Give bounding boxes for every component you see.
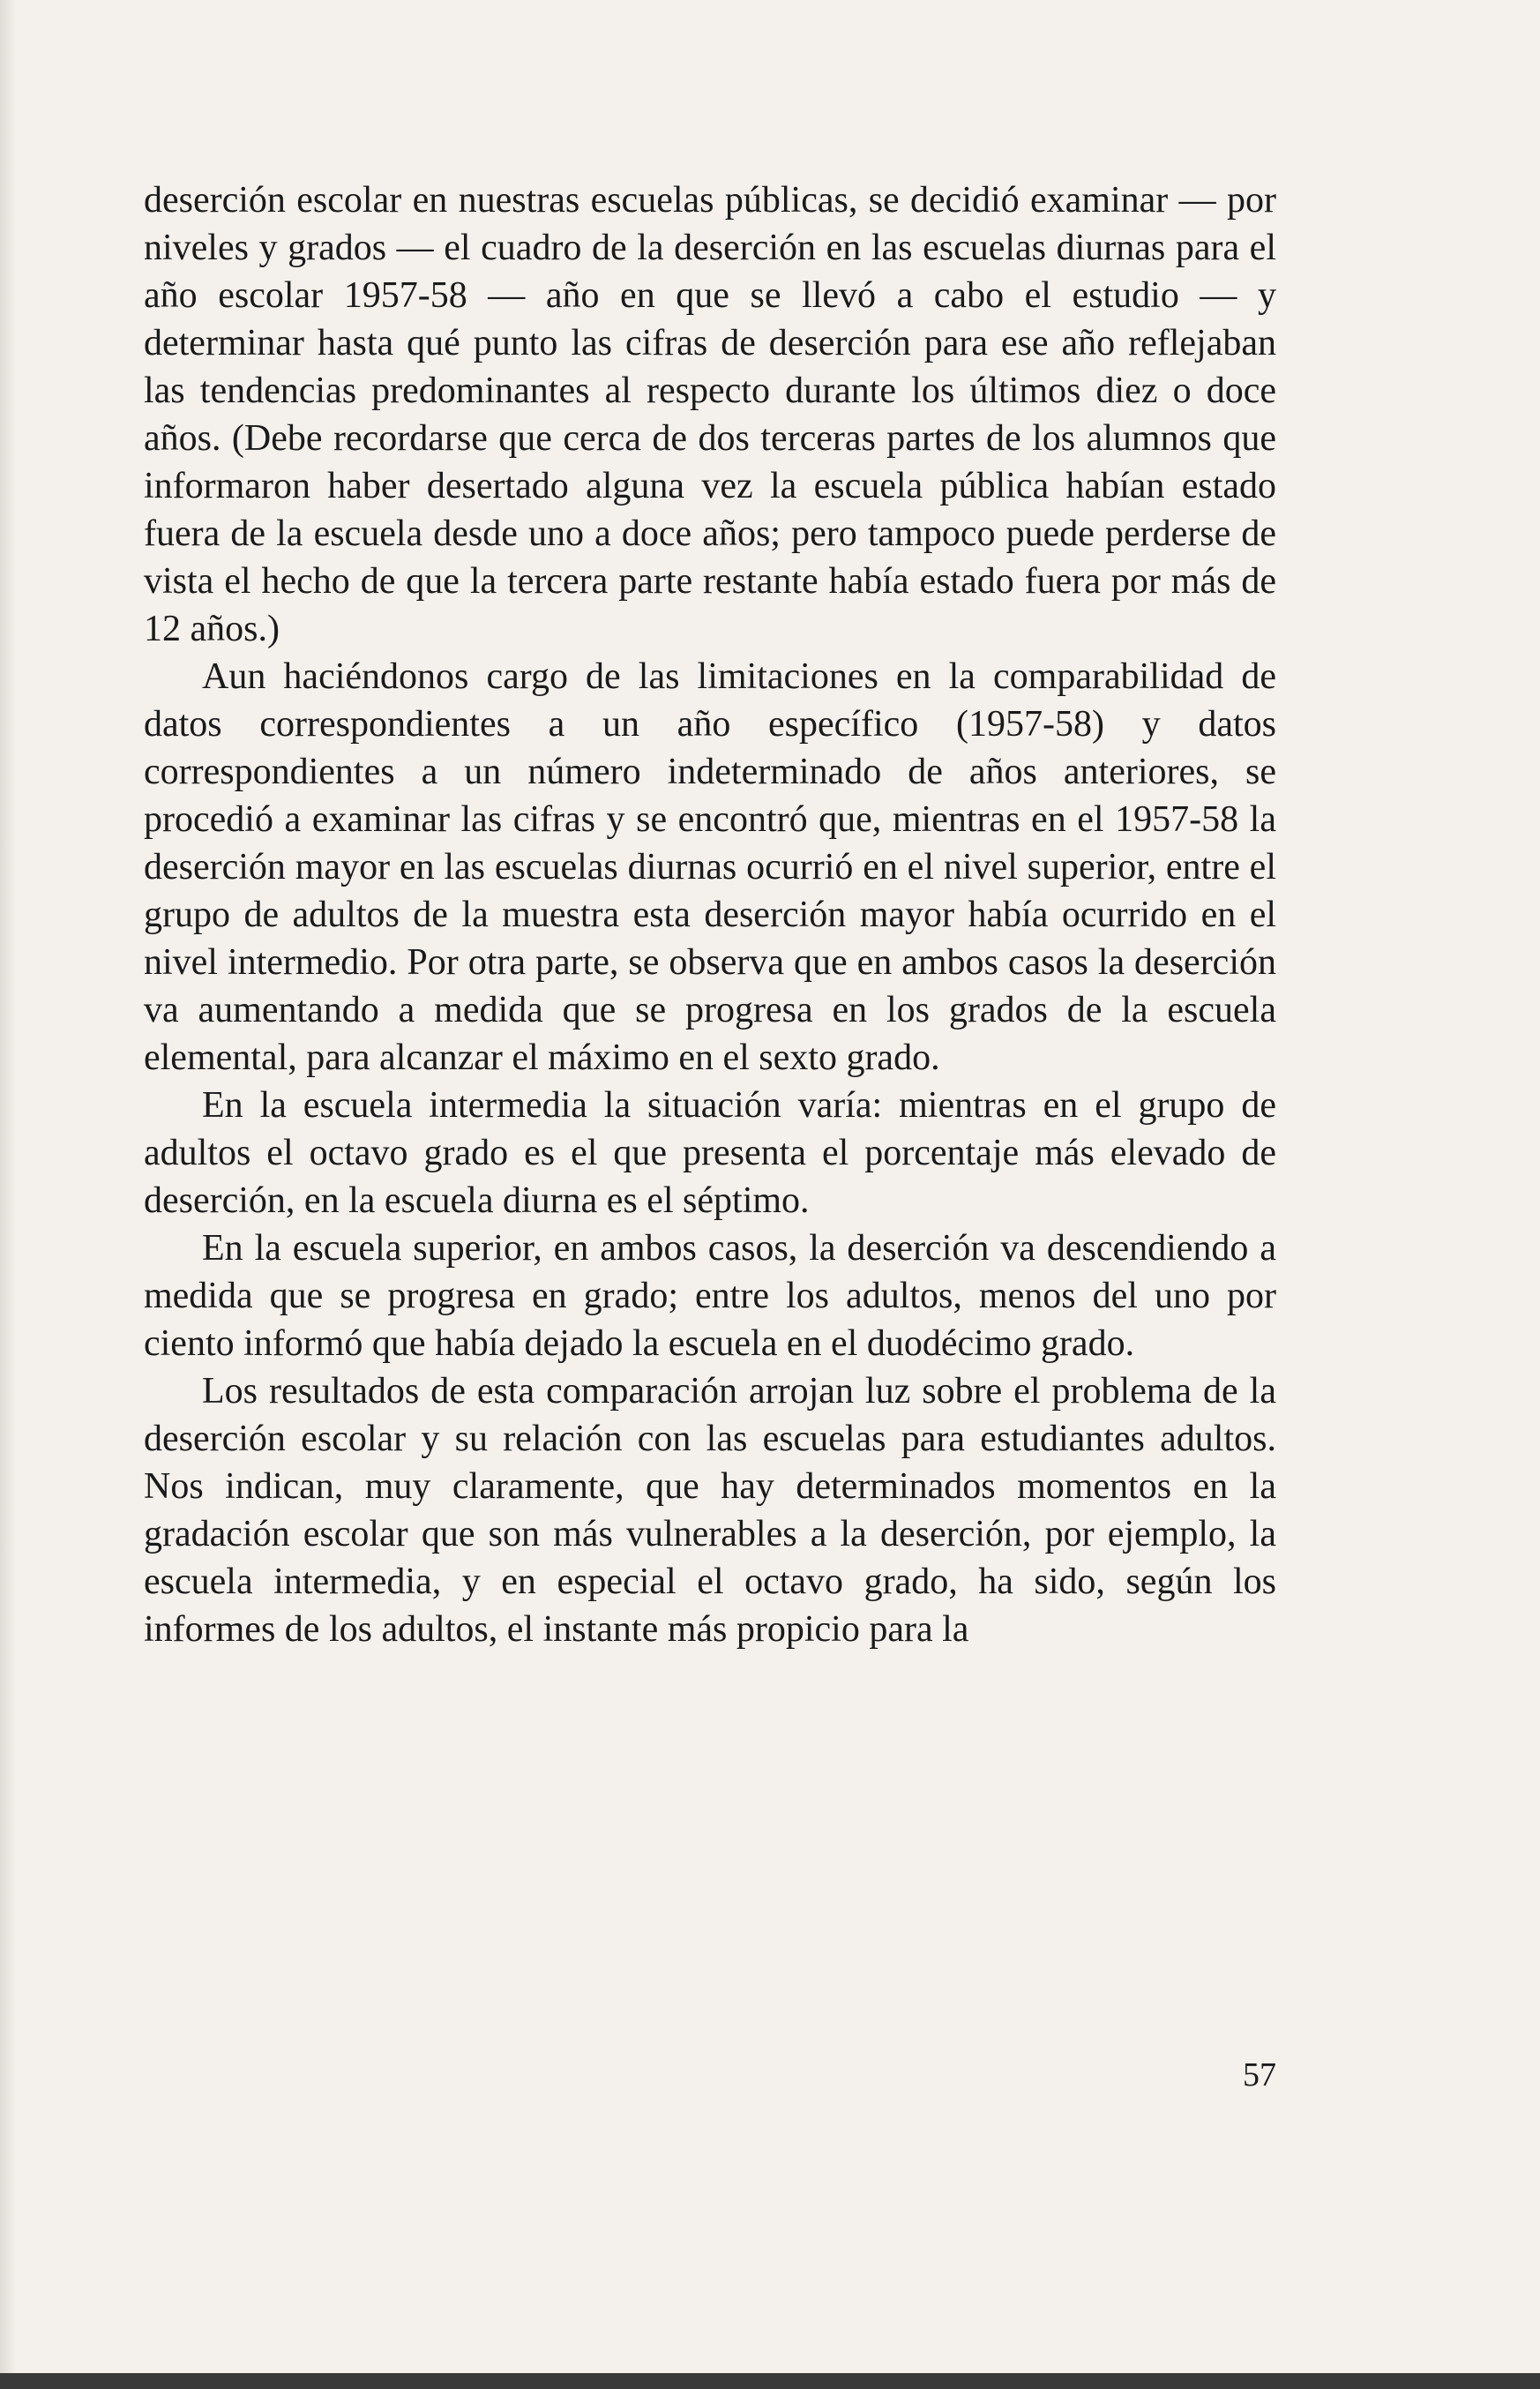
paragraph-resultados: Los resultados de esta comparación arrojan luz sobre el problema de la deserción escolar y su relación con las escuelas para estudiantes adultos. Nos indican, muy claramente, que hay determinados momentos en la gradación escolar que son más vulnerables a la deserción, por ejemplo, la escuela intermedia, y en especial el octavo grado, ha sido, según los informes de los adultos, el instante más propicio para la	[144, 1371, 1276, 1650]
page-left-edge	[0, 0, 16, 2389]
paragraph-escuela-superior: En la escuela superior, en ambos casos, la deserción va descendiendo a medida que se progresa en grado; entre los adultos, menos del uno por ciento informó que había dejado la escuela en el duodécimo grado.	[144, 1228, 1276, 1364]
paragraph-continuation: deserción escolar en nuestras escuelas públicas, se decidió examinar — por niveles y grados — el cuadro de la deserción en las escuelas diurnas para el año escolar 1957-58 — año en que se llevó a cabo el estudio — y determinar hasta qué punto las cifras de deserción para ese año reflejaban las tendencias predominantes al respecto durante los últimos diez o doce años. (Debe recordarse que cerca de dos terceras partes de los alumnos que informaron haber desertado alguna vez la escuela pública habían estado fuera de la escuela desde uno a doce años; pero tampoco puede perderse de vista el hecho de que la tercera parte restante había estado fuera por más de 12 años.)	[144, 180, 1276, 649]
paragraph-comparabilidad: Aun haciéndonos cargo de las limitaciones en la comparabilidad de datos correspondientes a un año específico (1957-58) y datos correspondientes a un número indeterminado de años anteriores, se procedió a examinar las cifras y se encontró que, mientras en el 1957-58 la deserción mayor en las escuelas diurnas ocurrió en el nivel superior, entre el grupo de adultos de la muestra esta deserción mayor había ocurrido en el nivel intermedio. Por otra parte, se observa que en ambos casos la deserción va aumentando a medida que se progresa en los grados de la escuela elemental, para alcanzar el máximo en el sexto grado.	[144, 656, 1276, 1078]
paragraph-escuela-intermedia: En la escuela intermedia la situación varía: mientras en el grupo de adultos el octavo grado es el que presenta el porcentaje más elevado de deserción, en la escuela diurna es el séptimo.	[144, 1085, 1276, 1221]
page-bottom-edge	[0, 2373, 1540, 2389]
body-text	[144, 176, 1276, 1653]
page-number: 57	[1243, 2056, 1276, 2093]
